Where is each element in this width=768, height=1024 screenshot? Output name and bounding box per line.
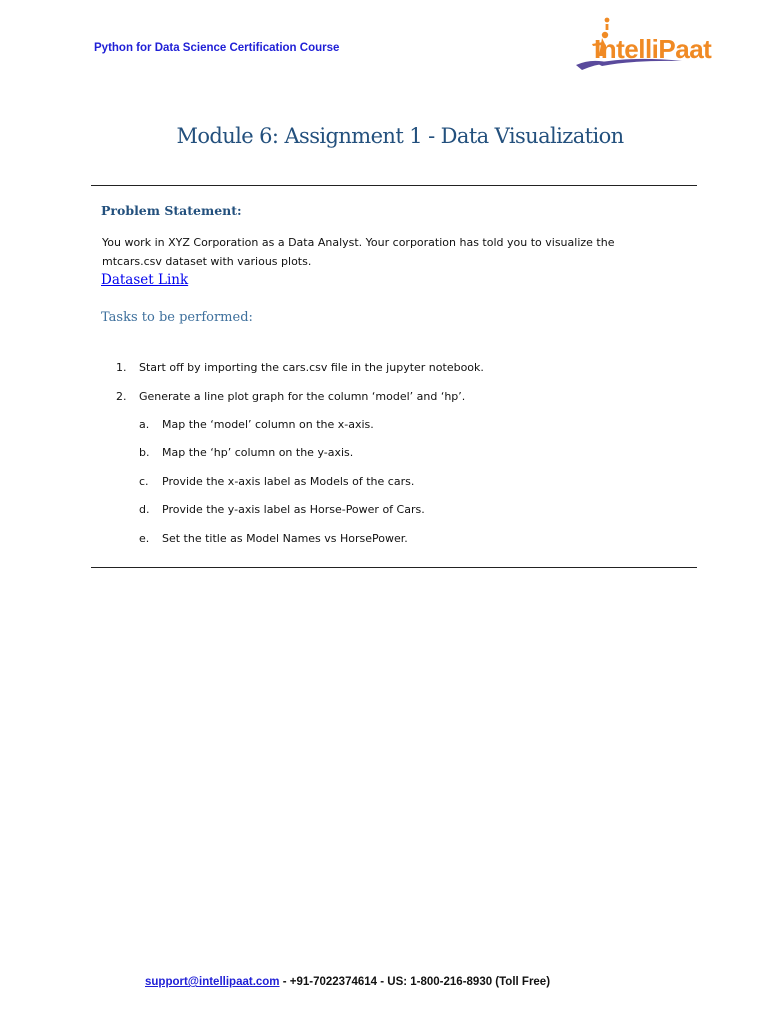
document-title: Module 6: Assignment 1 - Data Visualization (176, 124, 624, 148)
list-marker: 2. (116, 390, 127, 403)
contact-numbers: - +91-7022374614 - US: 1-800-216-8930 (Toll Free) (279, 976, 551, 988)
subtask-text: Map the ‘model’ column on the x-axis. (162, 418, 374, 431)
subtask-text: Map the ‘hp’ column on the y-axis. (162, 446, 354, 459)
page-footer (145, 976, 550, 988)
logo-text: IntelliPaat (594, 34, 712, 64)
list-marker: c. (139, 475, 149, 488)
course-title: Python for Data Science Certification Course (94, 42, 340, 54)
problem-statement-line: You work in XYZ Corporation as a Data Analyst. Your corporation has told you to visualize the (102, 236, 615, 249)
dataset-link[interactable]: Dataset Link (101, 272, 189, 288)
subtask-text: Provide the x-axis label as Models of the cars. (162, 475, 415, 488)
support-email-link[interactable]: support@intellipaat.com (145, 976, 280, 988)
task-text: Generate a line plot graph for the column ‘model’ and ‘hp’. (139, 390, 466, 403)
list-marker: d. (139, 503, 150, 516)
subtask-text: Provide the y-axis label as Horse-Power of Cars. (162, 503, 425, 516)
subtask-text: Set the title as Model Names vs HorsePower. (162, 532, 408, 545)
problem-statement-heading: Problem Statement: (101, 203, 242, 218)
intellipaat-logo (572, 14, 748, 76)
problem-statement-text (102, 233, 662, 271)
divider-top (91, 185, 697, 186)
divider-bottom (91, 567, 697, 568)
list-marker: b. (139, 446, 150, 459)
list-marker: a. (139, 418, 150, 431)
list-marker: 1. (116, 361, 127, 374)
list-marker: e. (139, 532, 150, 545)
tasks-heading: Tasks to be performed: (101, 310, 253, 325)
task-text: Start off by importing the cars.csv file in the jupyter notebook. (139, 361, 484, 374)
problem-statement-line: mtcars.csv dataset with various plots. (102, 255, 312, 268)
